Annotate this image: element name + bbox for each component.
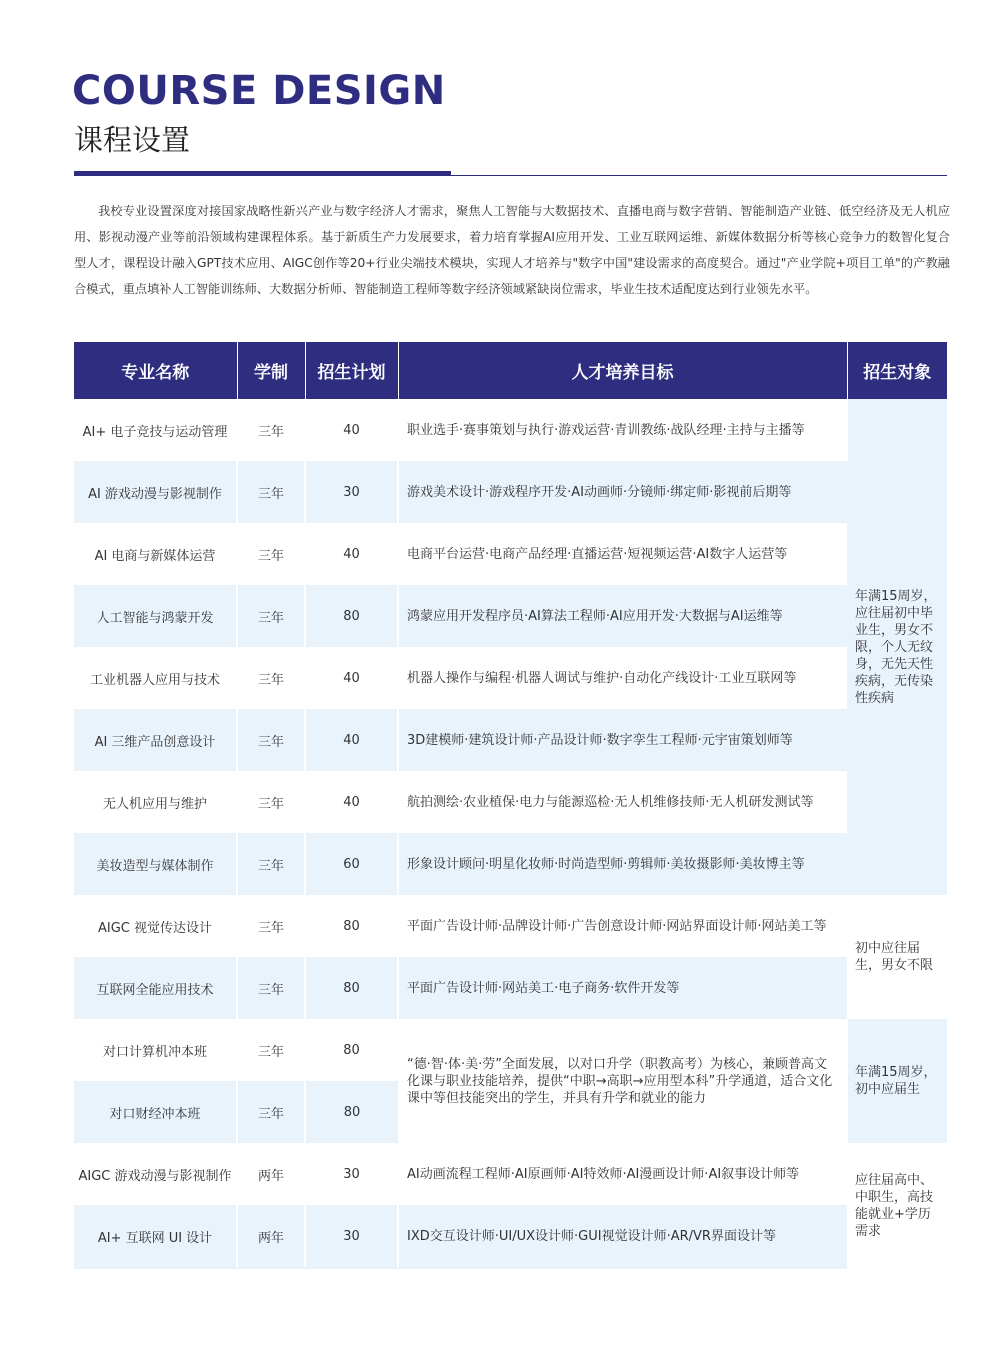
cell-name: AI 三维产品创意设计 bbox=[74, 709, 237, 771]
cell-target: 年满15周岁，初中应届生 bbox=[847, 1019, 947, 1143]
cell-quota: 80 bbox=[305, 1081, 398, 1143]
cell-years: 三年 bbox=[237, 957, 305, 1019]
cell-goal: 机器人操作与编程·机器人调试与维护·自动化产线设计·工业互联网等 bbox=[398, 647, 847, 709]
cell-name: AIGC 游戏动漫与影视制作 bbox=[74, 1143, 237, 1205]
page-title-en: COURSE DESIGN bbox=[72, 68, 446, 114]
table-row bbox=[74, 585, 947, 647]
cell-goal: 鸿蒙应用开发程序员·AI算法工程师·AI应用开发·大数据与AI运维等 bbox=[398, 585, 847, 647]
table-row bbox=[74, 523, 947, 585]
cell-goal: 形象设计顾问·明星化妆师·时尚造型师·剪辑师·美妆摄影师·美妆博主等 bbox=[398, 833, 847, 895]
table-row bbox=[74, 833, 947, 895]
cell-quota: 40 bbox=[305, 709, 398, 771]
cell-quota: 40 bbox=[305, 771, 398, 833]
cell-goal: 电商平台运营·电商产品经理·直播运营·短视频运营·AI数字人运营等 bbox=[398, 523, 847, 585]
cell-years: 两年 bbox=[237, 1205, 305, 1268]
header-goal: 人才培养目标 bbox=[398, 342, 847, 399]
header-quota: 招生计划 bbox=[305, 342, 398, 399]
cell-years: 三年 bbox=[237, 461, 305, 523]
cell-years: 三年 bbox=[237, 523, 305, 585]
cell-quota: 60 bbox=[305, 833, 398, 895]
cell-name: AI+ 互联网 UI 设计 bbox=[74, 1205, 237, 1268]
header-target: 招生对象 bbox=[847, 342, 947, 399]
table-row bbox=[74, 1019, 947, 1081]
cell-quota: 80 bbox=[305, 895, 398, 957]
cell-years: 三年 bbox=[237, 585, 305, 647]
cell-years: 三年 bbox=[237, 771, 305, 833]
cell-years: 三年 bbox=[237, 833, 305, 895]
table-row bbox=[74, 895, 947, 957]
cell-name: 无人机应用与维护 bbox=[74, 771, 237, 833]
table-header-row bbox=[74, 342, 947, 399]
table-row bbox=[74, 461, 947, 523]
cell-quota: 30 bbox=[305, 1143, 398, 1205]
cell-quota: 80 bbox=[305, 1019, 398, 1081]
cell-name: AI 游戏动漫与影视制作 bbox=[74, 461, 237, 523]
cell-name: AI 电商与新媒体运营 bbox=[74, 523, 237, 585]
page-title-zh: 课程设置 bbox=[74, 123, 191, 157]
cell-name: 人工智能与鸿蒙开发 bbox=[74, 585, 237, 647]
cell-name: 互联网全能应用技术 bbox=[74, 957, 237, 1019]
table-row bbox=[74, 771, 947, 833]
header-years: 学制 bbox=[237, 342, 305, 399]
cell-target: 年满15周岁，应往届初中毕业生，男女不限，个人无纹身，无先天性疾病，无传染性疾病 bbox=[847, 399, 947, 895]
cell-quota: 80 bbox=[305, 585, 398, 647]
cell-years: 三年 bbox=[237, 1081, 305, 1143]
table-row bbox=[74, 1205, 947, 1268]
cell-target: 初中应往届生，男女不限 bbox=[847, 895, 947, 1019]
cell-name: AIGC 视觉传达设计 bbox=[74, 895, 237, 957]
cell-target: 应往届高中、中职生，高技能就业+学历需求 bbox=[847, 1143, 947, 1268]
cell-name: 美妆造型与媒体制作 bbox=[74, 833, 237, 895]
cell-goal: AI动画流程工程师·AI原画师·AI特效师·AI漫画设计师·AI叙事设计师等 bbox=[398, 1143, 847, 1205]
cell-quota: 40 bbox=[305, 399, 398, 461]
cell-goal: 航拍测绘·农业植保·电力与能源巡检·无人机维修技师·无人机研发测试等 bbox=[398, 771, 847, 833]
cell-years: 三年 bbox=[237, 895, 305, 957]
table-row bbox=[74, 647, 947, 709]
table-row bbox=[74, 709, 947, 771]
cell-goal: 职业选手·赛事策划与执行·游戏运营·青训教练·战队经理·主持与主播等 bbox=[398, 399, 847, 461]
intro-paragraph: 我校专业设置深度对接国家战略性新兴产业与数字经济人才需求，聚焦人工智能与大数据技术、直播电商与数字营销、智能制造产业链、低空经济及无人机应用、影视动漫产业等前沿领域构建课程体系。基于新质生产力发展要求，着力培育掌握AI应用开发、工业互联网运维、新媒体数据分析等核心竞争力的数智化复合型人才，课程设计融入GPT技术应用、AIGC创作等20+行业尖端技术模块，实现人才培养与"数字中国"建设需求的高度契合。通过"产业学院+项目工单"的产教融合模式，重点填补人工智能训练师、大数据分析师、智能制造工程师等数字经济领域紧缺岗位需求，毕业生技术适配度达到行业领先水平。 bbox=[74, 204, 950, 296]
cell-goal: IXD交互设计师·UI/UX设计师·GUI视觉设计师·AR/VR界面设计等 bbox=[398, 1205, 847, 1268]
cell-goal: 3D建模师·建筑设计师·产品设计师·数字孪生工程师·元宇宙策划师等 bbox=[398, 709, 847, 771]
cell-quota: 40 bbox=[305, 647, 398, 709]
cell-goal-merged: “德·智·体·美·劳”全面发展，以对口升学（职教高考）为核心，兼顾普高文化课与职业技能培养，提供“中职→高职→应用型本科”升学通道，适合文化课中等但技能突出的学生，并具有升学和就业的能力 bbox=[398, 1019, 847, 1143]
cell-years: 三年 bbox=[237, 1019, 305, 1081]
cell-quota: 40 bbox=[305, 523, 398, 585]
table-row bbox=[74, 1143, 947, 1205]
table-row bbox=[74, 957, 947, 1019]
header-name: 专业名称 bbox=[74, 342, 237, 399]
cell-goal: 平面广告设计师·品牌设计师·广告创意设计师·网站界面设计师·网站美工等 bbox=[398, 895, 847, 957]
cell-name: 对口财经冲本班 bbox=[74, 1081, 237, 1143]
cell-quota: 80 bbox=[305, 957, 398, 1019]
cell-goal: 平面广告设计师·网站美工·电子商务·软件开发等 bbox=[398, 957, 847, 1019]
cell-years: 两年 bbox=[237, 1143, 305, 1205]
course-table bbox=[74, 342, 947, 1269]
cell-name: 对口计算机冲本班 bbox=[74, 1019, 237, 1081]
cell-name: 工业机器人应用与技术 bbox=[74, 647, 237, 709]
cell-name: AI+ 电子竞技与运动管理 bbox=[74, 399, 237, 461]
cell-years: 三年 bbox=[237, 647, 305, 709]
cell-years: 三年 bbox=[237, 399, 305, 461]
cell-goal: 游戏美术设计·游戏程序开发·AI动画师·分镜师·绑定师·影视前后期等 bbox=[398, 461, 847, 523]
cell-years: 三年 bbox=[237, 709, 305, 771]
header-accent-bar bbox=[74, 171, 451, 176]
cell-quota: 30 bbox=[305, 1205, 398, 1268]
table-row bbox=[74, 399, 947, 461]
cell-quota: 30 bbox=[305, 461, 398, 523]
